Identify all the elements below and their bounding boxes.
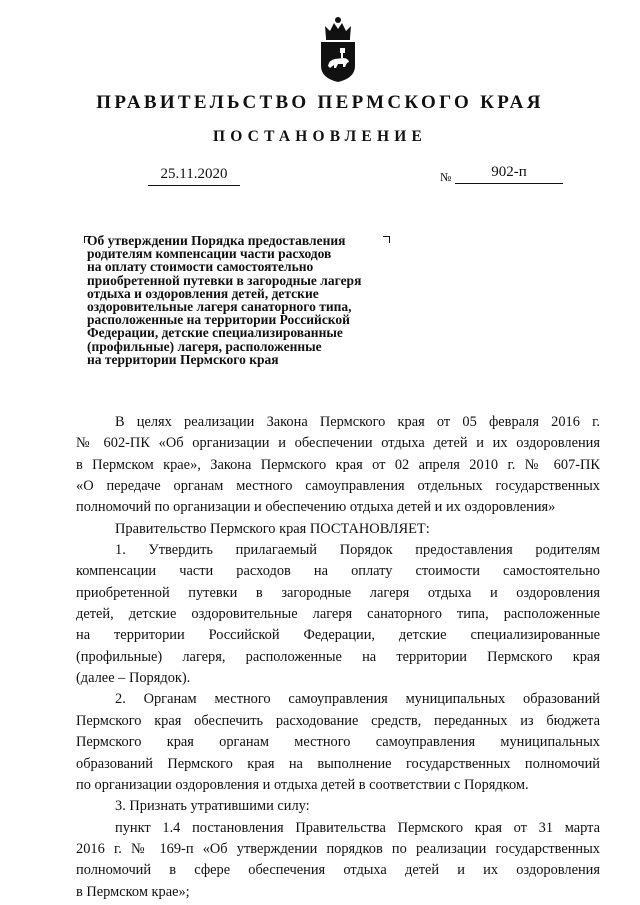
body-line: полномочий в сфере обеспечения отдыха детей и их оздоровления <box>76 862 600 879</box>
body-line: полномочий по организации и обеспечению отдыха детей и их оздоровления» <box>76 499 556 516</box>
body-line: приобретенной путевки в загородные лагеря отдыха и оздоровления <box>76 584 600 601</box>
body-line: № 602-ПК «Об организации и обеспечении отдыха детей и их оздоровления <box>76 435 600 452</box>
document-date: 25.11.2020 <box>160 166 228 182</box>
perm-krai-coat-of-arms-icon <box>318 14 358 84</box>
subject-line: Об утверждении Порядка предоставления <box>87 233 346 248</box>
subject-line: оздоровительные лагеря санаторного типа, <box>87 299 352 315</box>
body-line: в Пермском крае», Закона Пермского края от 02 апреля 2010 г. № 607-ПК <box>76 456 600 473</box>
body-line: 2. Органам местного самоуправления муниципальных образований <box>115 691 600 708</box>
subject-line: на территории Пермского края <box>87 351 279 367</box>
subject-line: родителям компенсации части расходов <box>87 246 332 262</box>
body-line: Пермского края обеспечить расходование средств, переданных из бюджета <box>76 712 600 729</box>
body-line: пункт 1.4 постановления Правительства Пермского края от 31 марта <box>115 819 600 836</box>
subject-line: Федерации, детские специализированные <box>87 325 343 341</box>
body-line: 1. Утвердить прилагаемый Порядок предоставления родителям <box>115 542 600 559</box>
document-body <box>76 412 600 903</box>
body-line: Пермского края органам местного самоуправления муниципальных <box>76 734 600 751</box>
body-line: на территории Российской Федерации, детские специализированные <box>76 627 600 644</box>
body-line: (далее – Порядок). <box>76 670 191 687</box>
body-line: 3. Признать утратившими силу: <box>115 798 310 815</box>
body-line: детей, детские оздоровительные лагеря санаторного типа, расположенные <box>76 606 600 623</box>
body-line: образований Пермского края на выполнение государственных полномочий <box>76 755 600 772</box>
document-type: ПОСТАНОВЛЕНИЕ <box>212 128 428 145</box>
body-line: (профильные) лагеря, расположенные на территории Пермского края <box>76 648 600 665</box>
body-line: компенсации части расходов на оплату стоимости самостоятельно <box>76 563 600 580</box>
body-line: Правительство Пермского края ПОСТАНОВЛЯЕТ: <box>115 520 430 537</box>
government-title: ПРАВИТЕЛЬСТВО ПЕРМСКОГО КРАЯ <box>96 92 544 113</box>
subject-line: на оплату стоимости самостоятельно <box>87 259 314 275</box>
subject-line: (профильные) лагеря, расположенные <box>87 338 322 354</box>
body-line: в Пермском крае»; <box>76 883 190 900</box>
body-line: 2016 г. № 169-п «Об утверждении порядков по реализации государственных <box>76 840 600 857</box>
subject-line: приобретенной путевки в загородные лагеря <box>87 272 362 288</box>
number-underline <box>455 183 563 184</box>
subject-line: расположенные на территории Российской <box>87 312 350 328</box>
number-sign: № <box>440 170 452 184</box>
body-line: «О передаче органам местного самоуправления отдельных государственных <box>76 478 600 495</box>
body-line: В целях реализации Закона Пермского края от 05 февраля 2016 г. <box>115 414 600 430</box>
subject-line: отдыха и оздоровления детей, детские <box>87 285 319 301</box>
date-underline <box>148 185 240 186</box>
document-subject <box>87 234 387 366</box>
document-number: 902-п <box>491 164 527 180</box>
body-line: по организации оздоровления и отдыха детей в соответствии с Порядком. <box>76 776 529 793</box>
